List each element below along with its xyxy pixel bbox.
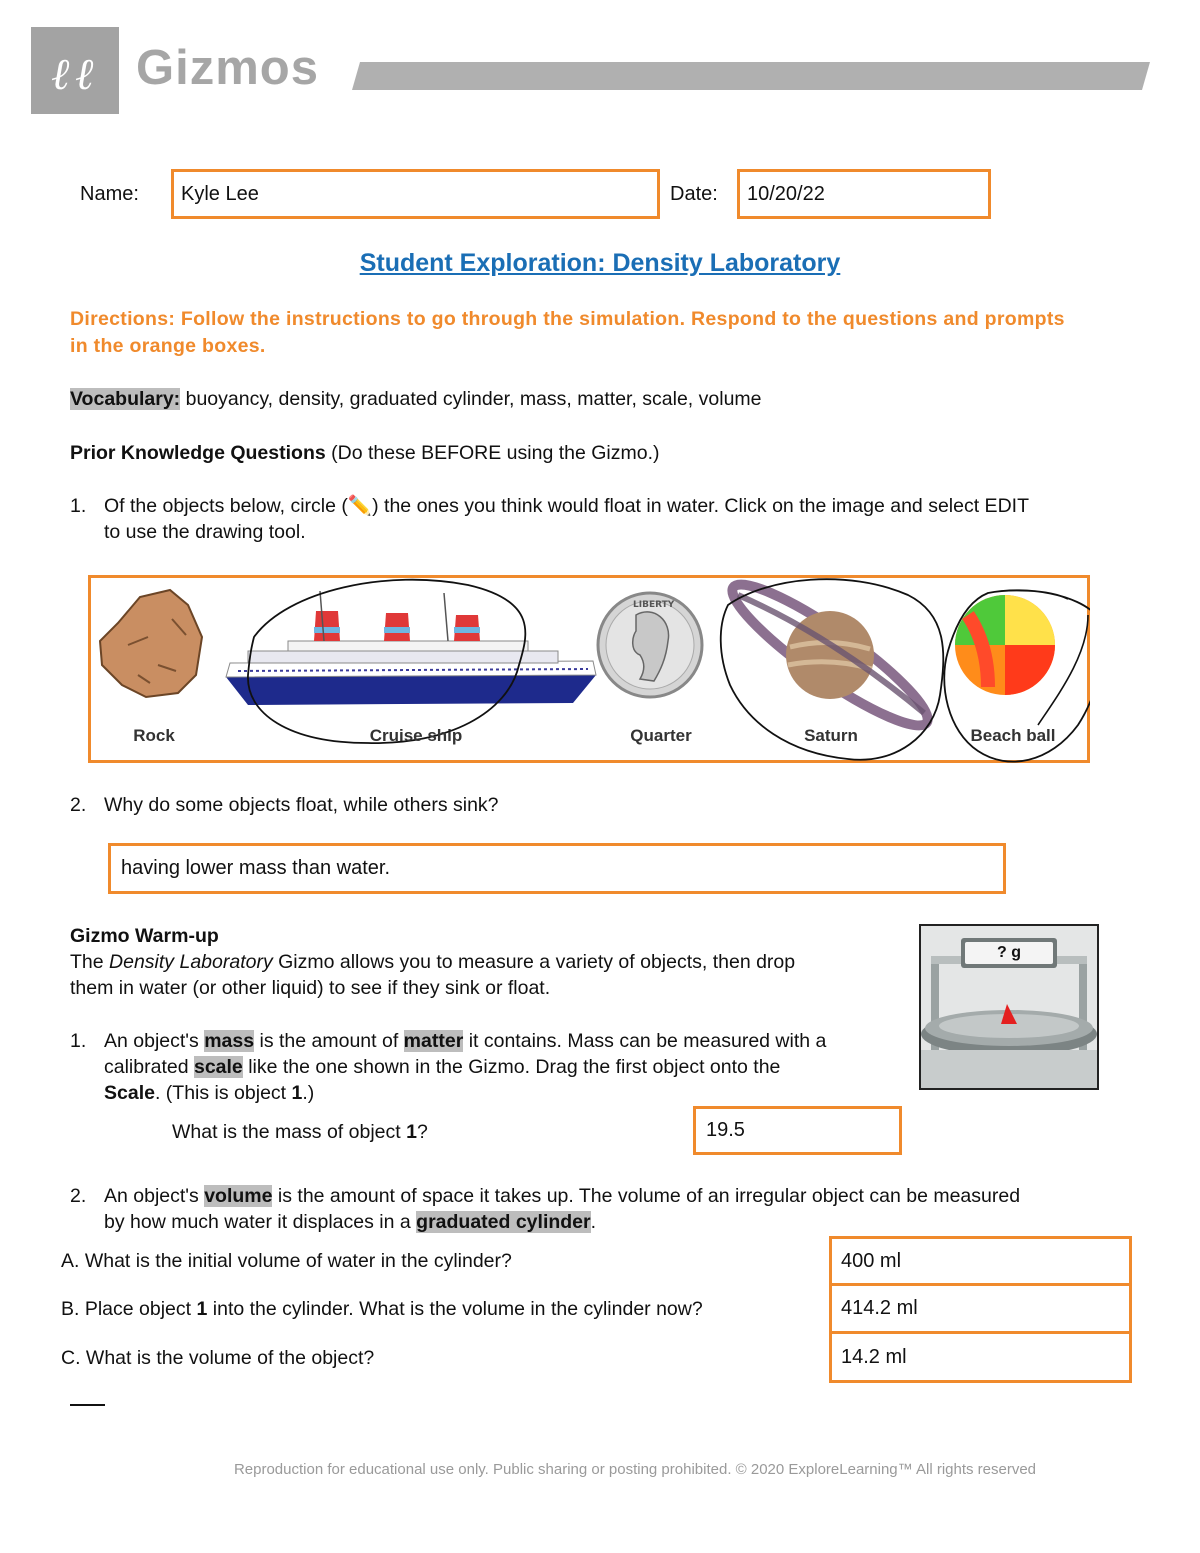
svg-text:ℓ: ℓ (51, 49, 70, 100)
answer-field-initial-volume[interactable]: 400 ml (829, 1236, 1132, 1286)
svg-text:LIBERTY: LIBERTY (633, 600, 675, 610)
rock-icon (100, 590, 202, 697)
question-a: A. What is the initial volume of water in the cylinder? (61, 1250, 512, 1272)
directions: Directions: Follow the instructions to go through the simulation. Respond to the questions and prompts in the orange boxes. (70, 308, 1065, 357)
date-label: Date: (670, 183, 718, 205)
quarter-icon (598, 593, 702, 697)
gizmos-logo (31, 27, 119, 114)
answer-field-object-volume[interactable]: 14.2 ml (829, 1331, 1132, 1383)
page-title: Student Exploration: Density Laboratory (359, 249, 841, 277)
divider-dash (70, 1404, 105, 1406)
mass-prompt: What is the mass of object 1? (172, 1121, 428, 1143)
object-label-cruise-ship: Cruise ship (369, 726, 463, 745)
question-c: C. What is the volume of the object? (61, 1347, 375, 1369)
name-label: Name: (80, 183, 139, 205)
explorelearning-logo-icon (31, 27, 119, 114)
warmup-question-1: 1. An object's mass is the amount of matter it contains. Mass can be measured with a calibrated scale like the one shown in the Gizmo. Drag the first object onto the Scale. (This is object 1.) (70, 1030, 827, 1104)
object-label-saturn: Saturn (804, 726, 858, 745)
answer-field-volume-now[interactable]: 414.2 ml (829, 1283, 1132, 1334)
object-label-quarter: Quarter (630, 726, 692, 745)
svg-text:ℓ: ℓ (75, 49, 94, 100)
cruise-ship-icon (226, 591, 596, 705)
scale-gizmo-image (919, 924, 1099, 1090)
vocabulary-label: Vocabulary: (70, 388, 181, 410)
footer: Reproduction for educational use only. Public sharing or posting prohibited. © 2020 ExploreLearning™ All rights reserved (233, 1461, 1037, 1478)
name-field[interactable]: Kyle Lee (171, 169, 660, 219)
objects-image-frame[interactable] (88, 575, 1090, 763)
warmup-heading: Gizmo Warm-up (70, 925, 219, 947)
vocabulary (70, 386, 762, 412)
object-label-rock: Rock (133, 726, 175, 745)
prior-knowledge-heading: Prior Knowledge Questions (Do these BEFORE using the Gizmo.) (70, 442, 660, 464)
warmup-intro: The Density Laboratory Gizmo allows you to measure a variety of objects, then drop them in water (or other liquid) to see if they sink or float. (70, 951, 796, 999)
question-b: B. Place object 1 into the cylinder. What is the volume in the cylinder now? (61, 1298, 703, 1320)
brand-name: Gizmos (136, 41, 319, 95)
beach-ball-icon (955, 595, 1055, 695)
prior-question-2: 2. Why do some objects float, while others sink? (70, 794, 499, 816)
date-field[interactable]: 10/20/22 (737, 169, 991, 219)
prior-question-1: 1. Of the objects below, circle (✏️) the ones you think would float in water. Click on the image and select EDIT to use the drawing tool. (70, 495, 1029, 543)
answer-field-mass[interactable]: 19.5 (693, 1106, 902, 1155)
objects-drawing[interactable] (88, 575, 1090, 763)
object-label-beach-ball: Beach ball (970, 726, 1056, 745)
answer-field-why-float[interactable]: having lower mass than water. (108, 843, 1006, 894)
vocabulary-terms: buoyancy, density, graduated cylinder, mass, matter, scale, volume (185, 388, 762, 410)
header-bar (352, 62, 1150, 90)
warmup-question-2: 2. An object's volume is the amount of space it takes up. The volume of an irregular object can be measured by how much water it displaces in a graduated cylinder. (70, 1185, 1021, 1233)
scale-readout: ? g (997, 944, 1021, 961)
